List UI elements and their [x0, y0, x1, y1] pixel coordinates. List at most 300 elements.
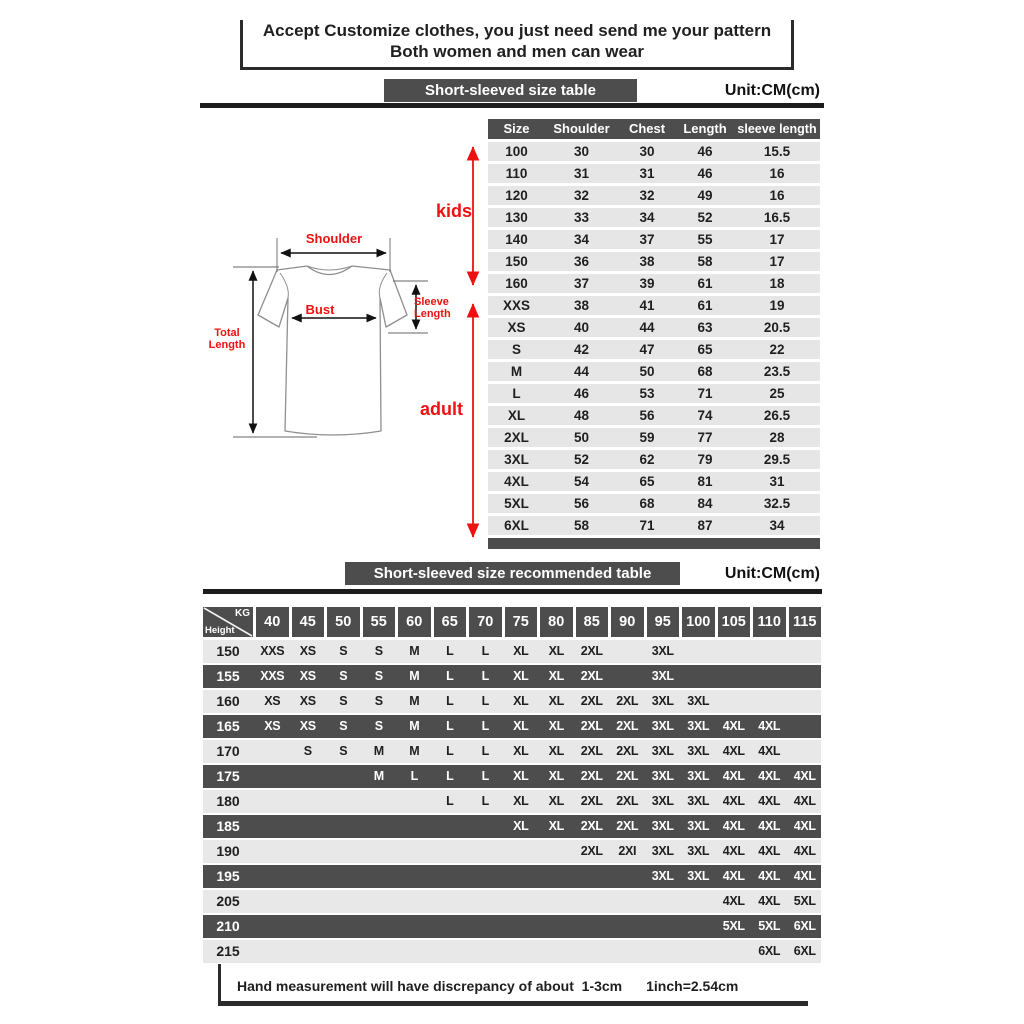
size-cell: XL — [507, 408, 526, 423]
size-rec-cell — [292, 765, 325, 788]
size-cell: 65 — [639, 474, 655, 489]
size-rec-cell — [327, 865, 360, 888]
size-rec-cell — [469, 915, 502, 938]
size-cell: 34 — [573, 232, 590, 247]
size-rec-cell: 2XL — [580, 744, 603, 758]
size-rec-cell: 2XL — [580, 644, 603, 658]
size-rec-cell: XL — [548, 694, 564, 708]
size-cell: 30 — [573, 144, 590, 159]
size-rec-cell: M — [373, 744, 384, 758]
size-rec-cell — [256, 915, 289, 938]
size-rec-cell: 3XL — [687, 744, 710, 758]
size-rec-cell: M — [409, 694, 420, 708]
size-rec-cell: 4XL — [722, 869, 745, 883]
height-label: 195 — [216, 868, 240, 884]
size-rec-cell: 2XL — [616, 719, 639, 733]
size-rec-cell: 5XL — [758, 919, 781, 933]
size-rec-cell: XL — [548, 794, 564, 808]
size-cell: 79 — [697, 452, 713, 467]
matrix-row — [203, 915, 821, 940]
size-table-row — [488, 450, 820, 469]
size-cell: 15.5 — [763, 144, 791, 159]
size-rec-cell: L — [481, 794, 489, 808]
size-cell: 32 — [639, 188, 655, 203]
corner-height-label: Height — [205, 625, 235, 636]
size-table-footer-bar — [488, 538, 820, 549]
size-cell: 28 — [769, 430, 785, 445]
size-rec-cell: 6XL — [793, 919, 816, 933]
size-rec-cell: L — [481, 644, 489, 658]
size-cell: 31 — [573, 166, 590, 181]
unit-label-2: Unit:CM(cm) — [724, 565, 820, 582]
footer-note-bracket — [218, 964, 808, 1006]
size-cell: M — [510, 364, 523, 379]
size-rec-cell: S — [339, 744, 348, 758]
size-rec-cell: L — [446, 694, 454, 708]
size-cell: XS — [507, 320, 526, 335]
size-rec-cell — [363, 940, 396, 963]
size-table-row — [488, 318, 820, 337]
size-cell: 39 — [639, 276, 655, 291]
size-table-header — [488, 119, 820, 139]
size-rec-cell: XS — [299, 644, 316, 658]
size-rec-cell: L — [446, 769, 454, 783]
size-rec-cell: XL — [513, 719, 529, 733]
size-cell: 19 — [769, 298, 785, 313]
size-rec-cell: 4XL — [758, 769, 781, 783]
size-rec-cell — [611, 890, 644, 913]
size-rec-cell: 6XL — [758, 944, 781, 958]
matrix-row — [203, 940, 821, 965]
kg-col-header: 50 — [327, 607, 360, 637]
size-cell: 41 — [639, 298, 655, 313]
size-rec-cell: XL — [548, 644, 564, 658]
size-table-row — [488, 164, 820, 183]
size-cell: 20.5 — [763, 320, 791, 335]
size-rec-cell: L — [481, 719, 489, 733]
size-rec-cell — [469, 840, 502, 863]
size-cell: 68 — [639, 496, 655, 511]
matrix-row — [203, 665, 821, 690]
size-rec-cell: 2XL — [580, 819, 603, 833]
size-rec-cell: XL — [548, 719, 564, 733]
size-rec-cell: XL — [548, 769, 564, 783]
size-rec-cell — [718, 665, 751, 688]
size-rec-cell: M — [409, 719, 420, 733]
height-label: 205 — [216, 893, 240, 909]
size-rec-cell — [789, 740, 822, 763]
size-cell: 16 — [769, 166, 785, 181]
size-cell: XXS — [502, 298, 530, 313]
size-table-row — [488, 340, 820, 359]
size-rec-cell — [682, 890, 715, 913]
size-rec-cell: 4XL — [793, 794, 816, 808]
size-rec-cell: 4XL — [758, 819, 781, 833]
size-cell: 3XL — [504, 452, 529, 467]
size-rec-cell — [327, 940, 360, 963]
kg-col-header: 65 — [434, 607, 467, 637]
size-rec-cell — [505, 940, 538, 963]
size-cell: 160 — [505, 276, 528, 291]
size-rec-cell: L — [446, 719, 454, 733]
size-rec-cell: 4XL — [722, 794, 745, 808]
size-cell: 32.5 — [763, 496, 791, 511]
kids-label: kids — [436, 201, 473, 221]
size-rec-cell: 3XL — [651, 694, 674, 708]
size-rec-cell: 4XL — [722, 894, 745, 908]
size-rec-cell: XS — [299, 719, 316, 733]
size-cell: 31 — [769, 474, 785, 489]
size-rec-cell: 3XL — [687, 869, 710, 883]
size-cell: 49 — [697, 188, 713, 203]
kg-col-header: 85 — [576, 607, 609, 637]
size-rec-cell: XS — [264, 719, 281, 733]
size-table — [488, 119, 820, 549]
size-cell: 59 — [639, 430, 655, 445]
size-table-row — [488, 516, 820, 535]
size-rec-cell: 4XL — [758, 894, 781, 908]
size-rec-cell: 3XL — [651, 869, 674, 883]
size-rec-cell: 4XL — [793, 869, 816, 883]
size-rec-cell: 4XL — [758, 719, 781, 733]
size-rec-cell: 3XL — [687, 844, 710, 858]
size-rec-cell: 3XL — [651, 719, 674, 733]
size-cell: 16.5 — [763, 210, 791, 225]
size-col-header: Length — [683, 121, 727, 136]
size-rec-cell: 4XL — [758, 844, 781, 858]
size-cell: 30 — [639, 144, 655, 159]
unit-label-1: Unit:CM(cm) — [724, 82, 820, 99]
size-rec-cell: XXS — [260, 644, 285, 658]
size-rec-cell — [647, 890, 680, 913]
size-rec-cell — [789, 640, 822, 663]
kg-col-header: 100 — [682, 607, 715, 637]
size-cell: 4XL — [504, 474, 529, 489]
size-rec-cell — [611, 865, 644, 888]
size-cell: 16 — [769, 188, 785, 203]
size-cell: 50 — [573, 430, 590, 445]
size-cell: S — [511, 342, 521, 357]
size-table-title: Short-sleeved size table — [384, 79, 637, 102]
size-table-row — [488, 274, 820, 293]
height-label: 190 — [216, 843, 240, 859]
size-cell: 44 — [573, 364, 590, 379]
size-rec-cell: 3XL — [687, 719, 710, 733]
size-rec-cell: S — [339, 669, 348, 683]
size-rec-cell: 2XL — [616, 819, 639, 833]
size-rec-cell: M — [409, 744, 420, 758]
size-table-row — [488, 252, 820, 271]
size-cell: 84 — [697, 496, 713, 511]
size-rec-cell: L — [481, 669, 489, 683]
size-rec-cell — [718, 640, 751, 663]
size-rec-cell: XL — [513, 669, 529, 683]
recommended-table-title: Short-sleeved size recommended table — [345, 562, 680, 585]
size-rec-cell: 2XL — [580, 844, 603, 858]
matrix-row — [203, 765, 821, 790]
size-rec-cell — [434, 840, 467, 863]
size-cell: 63 — [697, 320, 713, 335]
size-cell: 44 — [639, 320, 655, 335]
size-rec-cell — [576, 890, 609, 913]
size-rec-cell: S — [374, 719, 383, 733]
size-rec-cell: 2XL — [580, 794, 603, 808]
size-cell: 120 — [505, 188, 528, 203]
height-label: 215 — [216, 943, 240, 959]
size-cell: 56 — [639, 408, 655, 423]
kg-col-header: 90 — [611, 607, 644, 637]
size-rec-cell: 4XL — [758, 794, 781, 808]
kg-col-header: 80 — [540, 607, 573, 637]
size-rec-cell — [789, 690, 822, 713]
size-table-body — [488, 142, 820, 535]
size-table-row — [488, 230, 820, 249]
size-col-header: Chest — [628, 121, 666, 136]
size-rec-cell: 3XL — [687, 694, 710, 708]
matrix-row — [203, 690, 821, 715]
size-rec-cell: S — [339, 694, 348, 708]
height-label: 160 — [216, 693, 240, 709]
size-rec-cell — [398, 890, 431, 913]
size-rec-cell: M — [409, 669, 420, 683]
size-rec-cell: 2XL — [616, 769, 639, 783]
size-rec-cell — [469, 890, 502, 913]
size-rec-cell: 4XL — [722, 744, 745, 758]
size-rec-cell: 5XL — [722, 919, 745, 933]
matrix-corner-cell — [203, 607, 253, 637]
size-rec-cell: L — [446, 644, 454, 658]
size-rec-cell: 4XL — [793, 769, 816, 783]
size-cell: 22 — [769, 342, 785, 357]
size-rec-cell: 4XL — [793, 819, 816, 833]
size-rec-cell — [434, 815, 467, 838]
size-rec-cell — [789, 665, 822, 688]
size-rec-cell: S — [374, 644, 383, 658]
size-rec-cell — [505, 915, 538, 938]
size-table-row — [488, 384, 820, 403]
size-rec-cell: 4XL — [793, 844, 816, 858]
height-label: 180 — [216, 793, 240, 809]
size-rec-cell: XS — [264, 694, 281, 708]
size-cell: 110 — [505, 166, 528, 181]
size-table-row — [488, 406, 820, 425]
size-cell: 71 — [697, 386, 713, 401]
size-rec-cell: 2XL — [580, 669, 603, 683]
size-rec-cell: L — [481, 769, 489, 783]
title-line-1: Accept Customize clothes, you just need send me your pattern — [262, 21, 772, 40]
size-cell: 29.5 — [763, 452, 791, 467]
title-bracket — [240, 20, 794, 70]
matrix-row — [203, 715, 821, 740]
size-rec-cell — [256, 765, 289, 788]
size-col-header: sleeve length — [737, 122, 817, 136]
size-rec-cell — [292, 815, 325, 838]
size-rec-cell — [434, 890, 467, 913]
size-cell: 52 — [697, 210, 713, 225]
size-rec-cell: 4XL — [722, 819, 745, 833]
size-cell: 61 — [697, 298, 713, 313]
size-cell: 55 — [697, 232, 713, 247]
kg-col-header: 95 — [647, 607, 680, 637]
size-rec-cell — [256, 840, 289, 863]
size-rec-cell — [327, 815, 360, 838]
size-cell: 6XL — [504, 518, 529, 533]
size-rec-cell: 2XL — [616, 744, 639, 758]
size-rec-cell — [363, 915, 396, 938]
tshirt-outline — [258, 266, 407, 435]
size-cell: 150 — [505, 254, 528, 269]
bust-label: Bust — [305, 302, 335, 317]
size-rec-cell: 3XL — [651, 644, 674, 658]
size-rec-cell: 3XL — [651, 794, 674, 808]
size-rec-cell: L — [481, 744, 489, 758]
size-rec-cell — [647, 915, 680, 938]
size-cell: L — [512, 386, 521, 401]
size-rec-cell: 2XL — [580, 769, 603, 783]
size-rec-cell: XL — [513, 744, 529, 758]
size-cell: 38 — [573, 298, 590, 313]
matrix-body — [203, 640, 821, 965]
kg-col-header: 55 — [363, 607, 396, 637]
size-rec-cell — [505, 840, 538, 863]
size-rec-cell — [327, 790, 360, 813]
size-cell: 65 — [697, 342, 713, 357]
size-cell: 25 — [769, 386, 785, 401]
size-rec-cell — [327, 915, 360, 938]
size-rec-cell — [256, 940, 289, 963]
size-rec-cell — [540, 840, 573, 863]
size-rec-cell — [256, 815, 289, 838]
size-cell: 46 — [573, 386, 590, 401]
size-rec-cell: S — [339, 719, 348, 733]
size-rec-cell — [505, 865, 538, 888]
size-table-row — [488, 186, 820, 205]
size-rec-cell — [469, 940, 502, 963]
size-rec-cell: 3XL — [651, 744, 674, 758]
size-table-row — [488, 494, 820, 513]
size-rec-cell — [292, 890, 325, 913]
divider-rule-1 — [200, 103, 824, 108]
matrix-row — [203, 640, 821, 665]
size-rec-cell: 2XL — [580, 694, 603, 708]
size-rec-cell: XL — [513, 769, 529, 783]
matrix-row — [203, 890, 821, 915]
size-rec-cell: XL — [513, 694, 529, 708]
size-rec-cell — [292, 865, 325, 888]
size-cell: 40 — [573, 320, 590, 335]
size-cell: 36 — [573, 254, 590, 269]
size-rec-cell — [327, 765, 360, 788]
size-rec-cell: M — [409, 644, 420, 658]
size-rec-cell — [327, 890, 360, 913]
size-rec-cell: 5XL — [793, 894, 816, 908]
size-rec-cell — [682, 665, 715, 688]
size-cell: 42 — [573, 342, 590, 357]
kg-col-header: 60 — [398, 607, 431, 637]
kg-col-header: 70 — [469, 607, 502, 637]
size-rec-cell — [363, 790, 396, 813]
size-cell: 37 — [573, 276, 590, 291]
size-rec-cell — [682, 640, 715, 663]
size-rec-cell — [540, 940, 573, 963]
height-label: 170 — [216, 743, 240, 759]
size-rec-cell — [540, 865, 573, 888]
size-cell: 26.5 — [763, 408, 791, 423]
height-label: 150 — [216, 643, 240, 659]
size-rec-cell — [363, 890, 396, 913]
size-cell: 71 — [639, 518, 655, 533]
size-cell: 52 — [573, 452, 590, 467]
size-rec-cell — [434, 865, 467, 888]
size-rec-cell — [682, 915, 715, 938]
height-label: 185 — [216, 818, 240, 834]
size-rec-cell — [256, 865, 289, 888]
height-label: 155 — [216, 668, 240, 684]
size-cell: 140 — [505, 232, 528, 247]
size-rec-cell: 4XL — [722, 844, 745, 858]
size-cell: 38 — [639, 254, 655, 269]
size-rec-cell: 4XL — [722, 769, 745, 783]
size-rec-cell — [718, 690, 751, 713]
size-rec-cell — [398, 815, 431, 838]
size-cell: 17 — [769, 232, 785, 247]
size-rec-cell — [611, 915, 644, 938]
size-cell: 47 — [639, 342, 655, 357]
size-cell: 48 — [573, 408, 590, 423]
size-rec-cell: XL — [513, 794, 529, 808]
height-label: 175 — [216, 768, 240, 784]
size-rec-cell: XL — [548, 819, 564, 833]
size-rec-cell — [682, 940, 715, 963]
size-rec-cell — [292, 940, 325, 963]
matrix-header — [203, 607, 821, 637]
height-label: 210 — [216, 918, 240, 934]
size-rec-cell: L — [446, 794, 454, 808]
size-rec-cell — [398, 940, 431, 963]
size-cell: 5XL — [504, 496, 529, 511]
size-rec-cell: XL — [513, 819, 529, 833]
size-rec-cell — [753, 640, 786, 663]
size-cell: 87 — [697, 518, 713, 533]
size-rec-cell — [540, 890, 573, 913]
matrix-row — [203, 740, 821, 765]
size-rec-cell — [256, 740, 289, 763]
inch-conversion: 1inch=2.54cm — [646, 978, 739, 994]
size-rec-cell: 4XL — [758, 744, 781, 758]
size-cell: 37 — [639, 232, 655, 247]
size-rec-cell: 4XL — [758, 869, 781, 883]
size-rec-cell: S — [303, 744, 312, 758]
size-rec-cell — [256, 790, 289, 813]
size-cell: 17 — [769, 254, 785, 269]
size-cell: 81 — [697, 474, 713, 489]
size-rec-cell: 3XL — [687, 794, 710, 808]
size-cell: 31 — [639, 166, 655, 181]
size-rec-cell: XXS — [260, 669, 285, 683]
size-rec-cell — [789, 715, 822, 738]
size-rec-cell: XS — [299, 694, 316, 708]
kg-col-header: 75 — [505, 607, 538, 637]
size-col-header: Shoulder — [553, 121, 610, 136]
matrix-row — [203, 840, 821, 865]
size-rec-cell — [718, 940, 751, 963]
size-rec-cell: L — [446, 744, 454, 758]
recommended-table — [203, 607, 821, 965]
size-rec-cell — [327, 840, 360, 863]
size-rec-cell — [469, 865, 502, 888]
size-rec-cell: 3XL — [687, 819, 710, 833]
size-rec-cell — [292, 840, 325, 863]
